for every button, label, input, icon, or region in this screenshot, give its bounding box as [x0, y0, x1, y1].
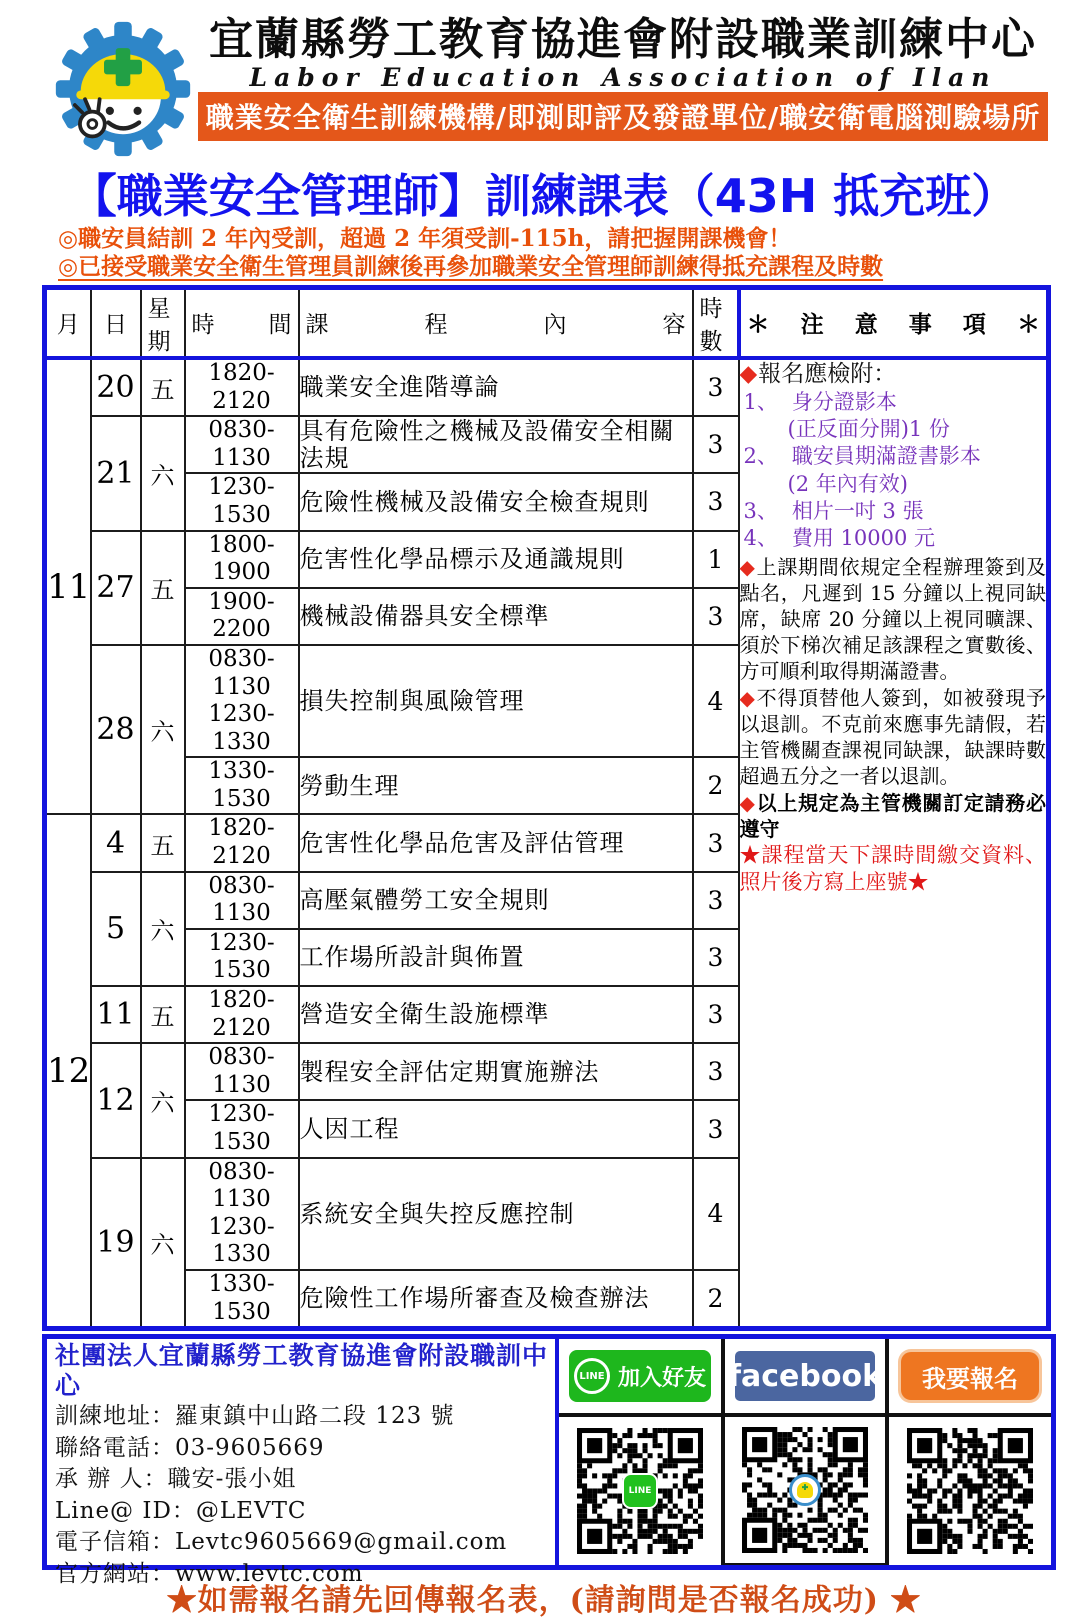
time-cell: 1230-1530 [185, 929, 299, 986]
hours-cell: 3 [693, 814, 739, 871]
hours-cell: 4 [693, 1158, 739, 1270]
course-cell: 系統安全與失控反應控制 [299, 1158, 693, 1270]
course-cell: 製程安全評估定期實施辦法 [299, 1043, 693, 1100]
org-subtitle-english: Labor Education Association of Ilan [249, 62, 997, 92]
facebook-qr-code [742, 1427, 868, 1553]
col-header-month: 月 [45, 287, 91, 358]
day-cell: 19 [91, 1158, 141, 1329]
facebook-qr-cell [723, 1415, 887, 1565]
diamond-bullet-icon: ◆ [739, 554, 756, 579]
line-qr-code [577, 1428, 703, 1554]
notice-line-1: ◎職安員結訓 2 年內受訓，超過 2 年須受訓-115h，請把握開課機會！ [58, 224, 792, 252]
day-cell: 28 [91, 645, 141, 815]
attach-item: 4、 費用 10000 元 [743, 526, 936, 551]
day-cell: 5 [91, 872, 141, 986]
col-header-hours: 時數 [693, 287, 739, 358]
attach-item-sub: (2 年內有效) [787, 471, 908, 496]
time-cell: 1820-2120 [185, 358, 299, 416]
time-cell: 0830-1130 1230-1330 [185, 645, 299, 757]
notes-column [739, 358, 1049, 1329]
col-header-weekday: 星期 [141, 287, 185, 358]
contact-website: 官方網站：www.levtc.com [55, 1560, 364, 1587]
signup-button[interactable]: 我要報名 [901, 1352, 1039, 1400]
table-row [45, 358, 1049, 416]
notes-highlight: ★課程當天下課時間繳交資料、照片後方寫上座號★ [739, 842, 1046, 894]
course-cell: 危害性化學品危害及評估管理 [299, 814, 693, 871]
notes-attach-title: ◆報名應檢附： [739, 360, 897, 387]
contact-person: 承 辦 人：職安-張小姐 [55, 1466, 297, 1493]
time-cell: 0830-1130 [185, 1043, 299, 1100]
month-cell: 12 [45, 814, 91, 1328]
attach-item-sub: (正反面分開)1 份 [787, 417, 950, 442]
notice-lines [58, 225, 1088, 281]
contact-email: 電子信箱：Levtc9605669@gmail.com [55, 1529, 508, 1556]
time-cell: 1330-1530 [185, 1270, 299, 1329]
col-header-day: 日 [91, 287, 141, 358]
course-cell: 勞動生理 [299, 757, 693, 814]
course-cell: 職業安全進階導論 [299, 358, 693, 416]
contact-info [47, 1339, 559, 1587]
contact-address: 訓練地址：羅東鎮中山路二段 123 號 [55, 1403, 455, 1430]
schedule-table [42, 285, 1051, 1331]
org-title: 宜蘭縣勞工教育協進會附設職業訓練中心 [209, 14, 1037, 65]
day-cell: 27 [91, 531, 141, 645]
actions-grid [559, 1339, 1051, 1565]
weekday-cell: 五 [141, 814, 185, 871]
line-qr-logo-icon: LINE [622, 1473, 658, 1509]
diamond-bullet-icon: ◆ [739, 360, 758, 387]
course-cell: 具有危險性之機械及設備安全相關法規 [299, 416, 693, 473]
hours-cell: 3 [693, 1043, 739, 1100]
weekday-cell: 六 [141, 872, 185, 986]
signup-qr-cell [887, 1415, 1051, 1565]
day-cell: 12 [91, 1043, 141, 1157]
course-cell: 危險性機械及設備安全檢查規則 [299, 473, 693, 530]
course-cell: 危害性化學品標示及通識規則 [299, 531, 693, 588]
day-cell: 4 [91, 814, 141, 871]
weekday-cell: 五 [141, 531, 185, 645]
line-button-cell [559, 1339, 723, 1415]
org-logo-gear-helmet-icon [50, 16, 196, 162]
signup-button-cell [887, 1339, 1051, 1415]
hours-cell: 3 [693, 358, 739, 416]
hours-cell: 1 [693, 531, 739, 588]
course-cell: 工作場所設計與佈置 [299, 929, 693, 986]
col-header-notes: ＊注意事項＊ [739, 287, 1049, 358]
notes-rule: ◆上課期間依規定全程辦理簽到及點名，凡遲到 15 分鐘以上視同缺席，缺席 20 分鐘以上視同曠課、須於下梯次補足該課程之實數後、方可順利取得期滿證書。 [739, 554, 1046, 683]
hours-cell: 3 [693, 872, 739, 929]
time-cell: 1820-2120 [185, 814, 299, 871]
weekday-cell: 六 [141, 416, 185, 530]
contact-phone: 聯絡電話：03-9605669 [55, 1434, 325, 1461]
hours-cell: 2 [693, 1270, 739, 1329]
page-header [0, 14, 1088, 162]
time-cell: 1330-1530 [185, 757, 299, 814]
footer-note: ★如需報名請先回傳報名表，(請詢問是否報名成功) ★ [166, 1583, 922, 1619]
time-cell: 1900-2200 [185, 588, 299, 645]
line-qr-cell [559, 1415, 723, 1565]
diamond-bullet-icon: ◆ [739, 685, 756, 710]
weekday-cell: 六 [141, 645, 185, 815]
contact-and-actions-box [42, 1334, 1056, 1587]
day-cell: 11 [91, 986, 141, 1043]
facebook-button[interactable]: facebook [735, 1351, 875, 1401]
notes-rule-bold: ◆以上規定為主管機關訂定請務必遵守 [739, 790, 1046, 841]
contact-line-id: Line@ ID：@LEVTC [55, 1497, 307, 1524]
hours-cell: 2 [693, 757, 739, 814]
course-cell: 高壓氣體勞工安全規則 [299, 872, 693, 929]
course-cell: 損失控制與風險管理 [299, 645, 693, 757]
notice-line-2: ◎已接受職業安全衛生管理員訓練後再參加職業安全管理師訓練得抵充課程及時數 [58, 252, 884, 280]
contact-org-name: 社團法人宜蘭縣勞工教育協進會附設職訓中心 [55, 1341, 547, 1401]
certification-banner: 職業安全衛生訓練機構/即測即評及發證單位/職安衛電腦測驗場所 [198, 92, 1048, 141]
col-header-course: 課程內容 [299, 287, 693, 358]
hours-cell: 3 [693, 473, 739, 530]
line-icon: LINE [574, 1358, 610, 1394]
attach-item: 1、 身分證影本 [743, 389, 897, 414]
weekday-cell: 五 [141, 986, 185, 1043]
weekday-cell: 六 [141, 1043, 185, 1157]
hours-cell: 4 [693, 645, 739, 757]
col-header-time: 時間 [185, 287, 299, 358]
facebook-qr-logo-icon [789, 1474, 821, 1506]
time-cell: 0830-1130 [185, 872, 299, 929]
hours-cell: 3 [693, 588, 739, 645]
time-cell: 1820-2120 [185, 986, 299, 1043]
facebook-button-cell [723, 1339, 887, 1415]
hours-cell: 3 [693, 1100, 739, 1157]
course-cell: 危險性工作場所審查及檢查辦法 [299, 1270, 693, 1329]
day-cell: 20 [91, 358, 141, 416]
attach-item: 2、 職安員期滿證書影本 [743, 444, 981, 469]
day-cell: 21 [91, 416, 141, 530]
weekday-cell: 五 [141, 358, 185, 416]
time-cell: 1230-1530 [185, 473, 299, 530]
hours-cell: 3 [693, 929, 739, 986]
course-title: 【職業安全管理師】訓練課表（43H 抵充班） [70, 169, 1018, 223]
course-cell: 營造安全衛生設施標準 [299, 986, 693, 1043]
hours-cell: 3 [693, 416, 739, 473]
hours-cell: 3 [693, 986, 739, 1043]
course-cell: 機械設備器具安全標準 [299, 588, 693, 645]
notes-rule: ◆不得頂替他人簽到，如被發現予以退訓。不克前來應事先請假，若主管機關查課視同缺課，缺課時數超過五分之一者以退訓。 [739, 685, 1046, 788]
line-add-friend-button[interactable]: LINE 加入好友 [569, 1350, 711, 1402]
time-cell: 0830-1130 [185, 416, 299, 473]
attach-item: 3、 相片一吋 3 張 [743, 498, 924, 523]
signup-qr-code [907, 1428, 1033, 1554]
schedule-header-row [45, 287, 1049, 358]
time-cell: 1800-1900 [185, 531, 299, 588]
month-cell: 11 [45, 358, 91, 815]
time-cell: 1230-1530 [185, 1100, 299, 1157]
course-cell: 人因工程 [299, 1100, 693, 1157]
weekday-cell: 六 [141, 1158, 185, 1329]
diamond-bullet-icon: ◆ [739, 790, 756, 815]
time-cell: 0830-1130 1230-1330 [185, 1158, 299, 1270]
